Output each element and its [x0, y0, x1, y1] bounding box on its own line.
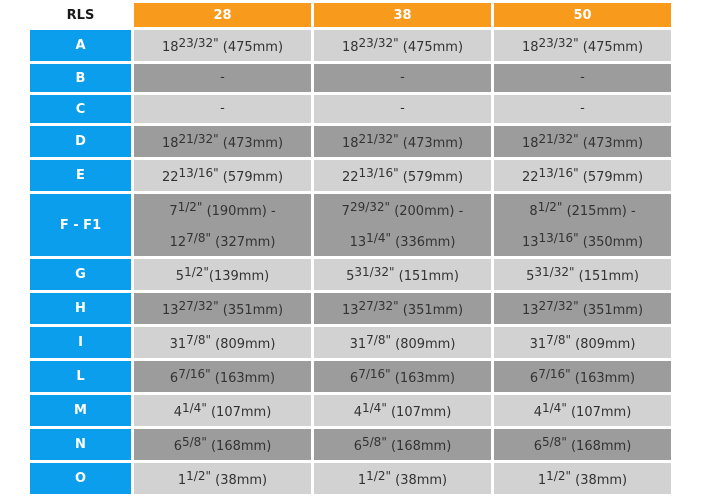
table-row [30, 327, 671, 358]
whole-number: 18 [341, 136, 359, 151]
metric-value: (350mm) [578, 235, 644, 250]
fraction: 7/16" [358, 367, 391, 381]
column-header-50: 50 [494, 3, 671, 27]
fraction: 27/32" [538, 299, 579, 313]
whole-number: 18 [521, 40, 539, 55]
whole-number: - [220, 101, 225, 116]
row-label-I: I [30, 327, 131, 358]
whole-number: 6 [173, 439, 182, 454]
fraction: 21/32" [178, 132, 219, 146]
whole-number: - [400, 101, 405, 116]
cell-M-38 [314, 395, 491, 426]
metric-value: (327mm) [210, 235, 276, 250]
fraction: 31/32" [534, 265, 575, 279]
measurement [314, 65, 491, 91]
measurement [134, 395, 311, 426]
cell-M-28 [134, 395, 311, 426]
metric-value: (38mm) [210, 473, 268, 488]
cell-F-F1-50 [494, 194, 671, 256]
cell-C-38 [314, 95, 491, 123]
measurement [314, 160, 491, 191]
whole-number: 31 [169, 337, 187, 352]
whole-number: 12 [169, 235, 187, 250]
fraction: 1/4" [542, 401, 567, 415]
whole-number: 13 [161, 303, 179, 318]
row-label-B: B [30, 64, 131, 92]
metric-value: (473mm) [578, 136, 644, 151]
metric-value: (475mm) [398, 40, 464, 55]
row-label-M: M [30, 395, 131, 426]
whole-number: 22 [521, 170, 539, 185]
whole-number: 6 [349, 371, 359, 386]
measurement [134, 65, 311, 91]
measurement [314, 327, 491, 358]
metric-value: (579mm) [218, 170, 284, 185]
fraction: 5/8" [542, 435, 567, 449]
whole-number: 18 [161, 136, 179, 151]
header-row [30, 3, 671, 27]
fraction: 7/8" [186, 231, 211, 245]
table-body [30, 30, 671, 494]
table-row [30, 95, 671, 123]
measurement [494, 160, 671, 191]
whole-number: 4 [173, 405, 182, 420]
cell-L-38 [314, 361, 491, 392]
fraction: 1/2" [177, 200, 203, 214]
metric-value: (809mm) [210, 337, 276, 352]
metric-value: (38mm) [390, 473, 448, 488]
cell-B-28 [134, 64, 311, 92]
measurement [494, 126, 671, 157]
metric-value: (200mm) - [390, 204, 464, 219]
metric-value: (107mm) [566, 405, 632, 420]
cell-E-38 [314, 160, 491, 191]
fraction: 7/16" [538, 367, 571, 381]
metric-value: (473mm) [398, 136, 464, 151]
metric-value: (579mm) [398, 170, 464, 185]
fraction: 13/16" [178, 166, 219, 180]
metric-value: (351mm) [398, 303, 464, 318]
measurement [134, 30, 311, 61]
fraction: 5/8" [182, 435, 207, 449]
metric-value: (190mm) - [202, 204, 276, 219]
whole-number: 31 [529, 337, 547, 352]
metric-value: (215mm) - [562, 204, 636, 219]
cell-C-50 [494, 95, 671, 123]
whole-number: 5 [526, 269, 535, 284]
measurement [494, 293, 671, 324]
fraction: 1/4" [182, 401, 207, 415]
fraction: 27/32" [358, 299, 399, 313]
measurement [494, 429, 671, 460]
fraction: 13/16" [358, 166, 399, 180]
whole-number: 1 [357, 473, 367, 488]
fraction: 1/2" [366, 469, 391, 483]
metric-value: (351mm) [218, 303, 284, 318]
measurement [494, 225, 671, 256]
table-row [30, 160, 671, 191]
rls-header: RLS [30, 3, 131, 27]
cell-L-50 [494, 361, 671, 392]
whole-number: 6 [533, 439, 542, 454]
cell-H-50 [494, 293, 671, 324]
fraction: 7/8" [546, 333, 571, 347]
measurement [134, 361, 311, 392]
row-label-D: D [30, 126, 131, 157]
fraction: 23/32" [178, 36, 219, 50]
cell-D-28 [134, 126, 311, 157]
whole-number: 7 [169, 204, 178, 219]
metric-value: (809mm) [390, 337, 456, 352]
whole-number: 13 [349, 235, 367, 250]
whole-number: 13 [341, 303, 359, 318]
fraction: 1/2" [537, 200, 563, 214]
fraction: 1/2" [184, 265, 209, 279]
cell-G-28 [134, 259, 311, 290]
metric-value: (336mm) [390, 235, 456, 250]
measurement [314, 395, 491, 426]
whole-number: 18 [161, 40, 179, 55]
whole-number: 7 [341, 204, 350, 219]
table-row [30, 395, 671, 426]
cell-O-50 [494, 463, 671, 494]
cell-I-50 [494, 327, 671, 358]
metric-value: (163mm) [390, 371, 456, 386]
row-label-A: A [30, 30, 131, 61]
table-row [30, 293, 671, 324]
whole-number: 18 [521, 136, 539, 151]
fraction: 23/32" [358, 36, 399, 50]
row-label-L: L [30, 361, 131, 392]
cell-F-F1-38 [314, 194, 491, 256]
metric-value: (475mm) [578, 40, 644, 55]
measurement [314, 30, 491, 61]
whole-number: - [580, 101, 585, 116]
metric-value: (107mm) [206, 405, 272, 420]
fraction: 7/8" [186, 333, 211, 347]
measurement [494, 463, 671, 494]
measurement [494, 327, 671, 358]
whole-number: 6 [353, 439, 362, 454]
cell-N-38 [314, 429, 491, 460]
measurement [314, 361, 491, 392]
metric-value: (579mm) [578, 170, 644, 185]
whole-number: 4 [533, 405, 542, 420]
fraction: 7/16" [178, 367, 211, 381]
measurement [314, 463, 491, 494]
whole-number: 6 [169, 371, 179, 386]
whole-number: 1 [537, 473, 547, 488]
measurement [134, 293, 311, 324]
measurement [314, 429, 491, 460]
measurement [134, 194, 311, 225]
cell-D-50 [494, 126, 671, 157]
metric-value: (168mm) [566, 439, 632, 454]
fraction: 13/16" [538, 231, 579, 245]
fraction: 31/32" [354, 265, 395, 279]
table-row [30, 361, 671, 392]
column-header-38: 38 [314, 3, 491, 27]
cell-O-28 [134, 463, 311, 494]
metric-value: (107mm) [386, 405, 452, 420]
cell-N-50 [494, 429, 671, 460]
fraction: 7/8" [366, 333, 391, 347]
measurement [134, 160, 311, 191]
metric-value: (163mm) [210, 371, 276, 386]
metric-value: (473mm) [218, 136, 284, 151]
cell-E-50 [494, 160, 671, 191]
metric-value: (168mm) [206, 439, 272, 454]
cell-B-50 [494, 64, 671, 92]
table-row [30, 463, 671, 494]
cell-O-38 [314, 463, 491, 494]
metric-value: (139mm) [208, 269, 270, 284]
cell-A-28 [134, 30, 311, 61]
row-label-F-F1: F - F1 [30, 194, 131, 256]
whole-number: 5 [175, 269, 185, 284]
whole-number: 1 [177, 473, 187, 488]
whole-number: - [220, 70, 225, 85]
table-row [30, 126, 671, 157]
whole-number: 8 [529, 204, 538, 219]
whole-number: - [580, 70, 585, 85]
column-header-28: 28 [134, 3, 311, 27]
measurement [314, 96, 491, 122]
whole-number: 5 [346, 269, 355, 284]
table-row [30, 259, 671, 290]
measurement [134, 126, 311, 157]
fraction: 27/32" [178, 299, 219, 313]
fraction: 1/2" [546, 469, 571, 483]
cell-M-50 [494, 395, 671, 426]
whole-number: 18 [341, 40, 359, 55]
row-label-N: N [30, 429, 131, 460]
cell-L-28 [134, 361, 311, 392]
metric-value: (168mm) [386, 439, 452, 454]
fraction: 29/32" [349, 200, 391, 214]
fraction: 5/8" [362, 435, 387, 449]
measurement [494, 395, 671, 426]
table-row [30, 194, 671, 256]
cell-G-38 [314, 259, 491, 290]
fraction: 21/32" [358, 132, 399, 146]
cell-A-38 [314, 30, 491, 61]
metric-value: (351mm) [578, 303, 644, 318]
whole-number: 6 [529, 371, 539, 386]
measurement [494, 30, 671, 61]
row-label-C: C [30, 95, 131, 123]
cell-B-38 [314, 64, 491, 92]
measurement [134, 327, 311, 358]
table-head [30, 3, 671, 27]
whole-number: 22 [161, 170, 179, 185]
fraction: 1/2" [186, 469, 211, 483]
measurement [314, 293, 491, 324]
measurement [134, 463, 311, 494]
cell-H-38 [314, 293, 491, 324]
row-label-O: O [30, 463, 131, 494]
measurement [314, 259, 491, 290]
measurement [134, 225, 311, 256]
whole-number: 4 [353, 405, 362, 420]
metric-value: (809mm) [570, 337, 636, 352]
cell-D-38 [314, 126, 491, 157]
cell-A-50 [494, 30, 671, 61]
cell-E-28 [134, 160, 311, 191]
fraction: 21/32" [538, 132, 579, 146]
metric-value: (475mm) [218, 40, 284, 55]
cell-F-F1-28 [134, 194, 311, 256]
metric-value: (38mm) [570, 473, 628, 488]
fraction: 1/4" [366, 231, 391, 245]
measurement [134, 96, 311, 122]
cell-G-50 [494, 259, 671, 290]
measurement [134, 429, 311, 460]
fraction: 1/4" [362, 401, 387, 415]
measurement [494, 194, 671, 225]
measurement [314, 194, 491, 225]
fraction: 23/32" [538, 36, 579, 50]
measurement [314, 225, 491, 256]
whole-number: 13 [521, 235, 539, 250]
measurement [494, 65, 671, 91]
row-label-G: G [30, 259, 131, 290]
metric-value: (151mm) [394, 269, 459, 284]
cell-C-28 [134, 95, 311, 123]
dimensions-table [27, 0, 674, 497]
whole-number: 13 [521, 303, 539, 318]
measurement [134, 259, 311, 290]
measurement [494, 96, 671, 122]
measurement [494, 361, 671, 392]
measurement [314, 126, 491, 157]
row-label-H: H [30, 293, 131, 324]
cell-H-28 [134, 293, 311, 324]
table-row [30, 30, 671, 61]
cell-I-38 [314, 327, 491, 358]
cell-I-28 [134, 327, 311, 358]
metric-value: (163mm) [570, 371, 636, 386]
cell-N-28 [134, 429, 311, 460]
whole-number: - [400, 70, 405, 85]
whole-number: 31 [349, 337, 367, 352]
dimensions-table-wrap [27, 0, 714, 497]
table-row [30, 64, 671, 92]
whole-number: 22 [341, 170, 359, 185]
fraction: 13/16" [538, 166, 579, 180]
metric-value: (151mm) [574, 269, 639, 284]
row-label-E: E [30, 160, 131, 191]
measurement [494, 259, 671, 290]
table-row [30, 429, 671, 460]
